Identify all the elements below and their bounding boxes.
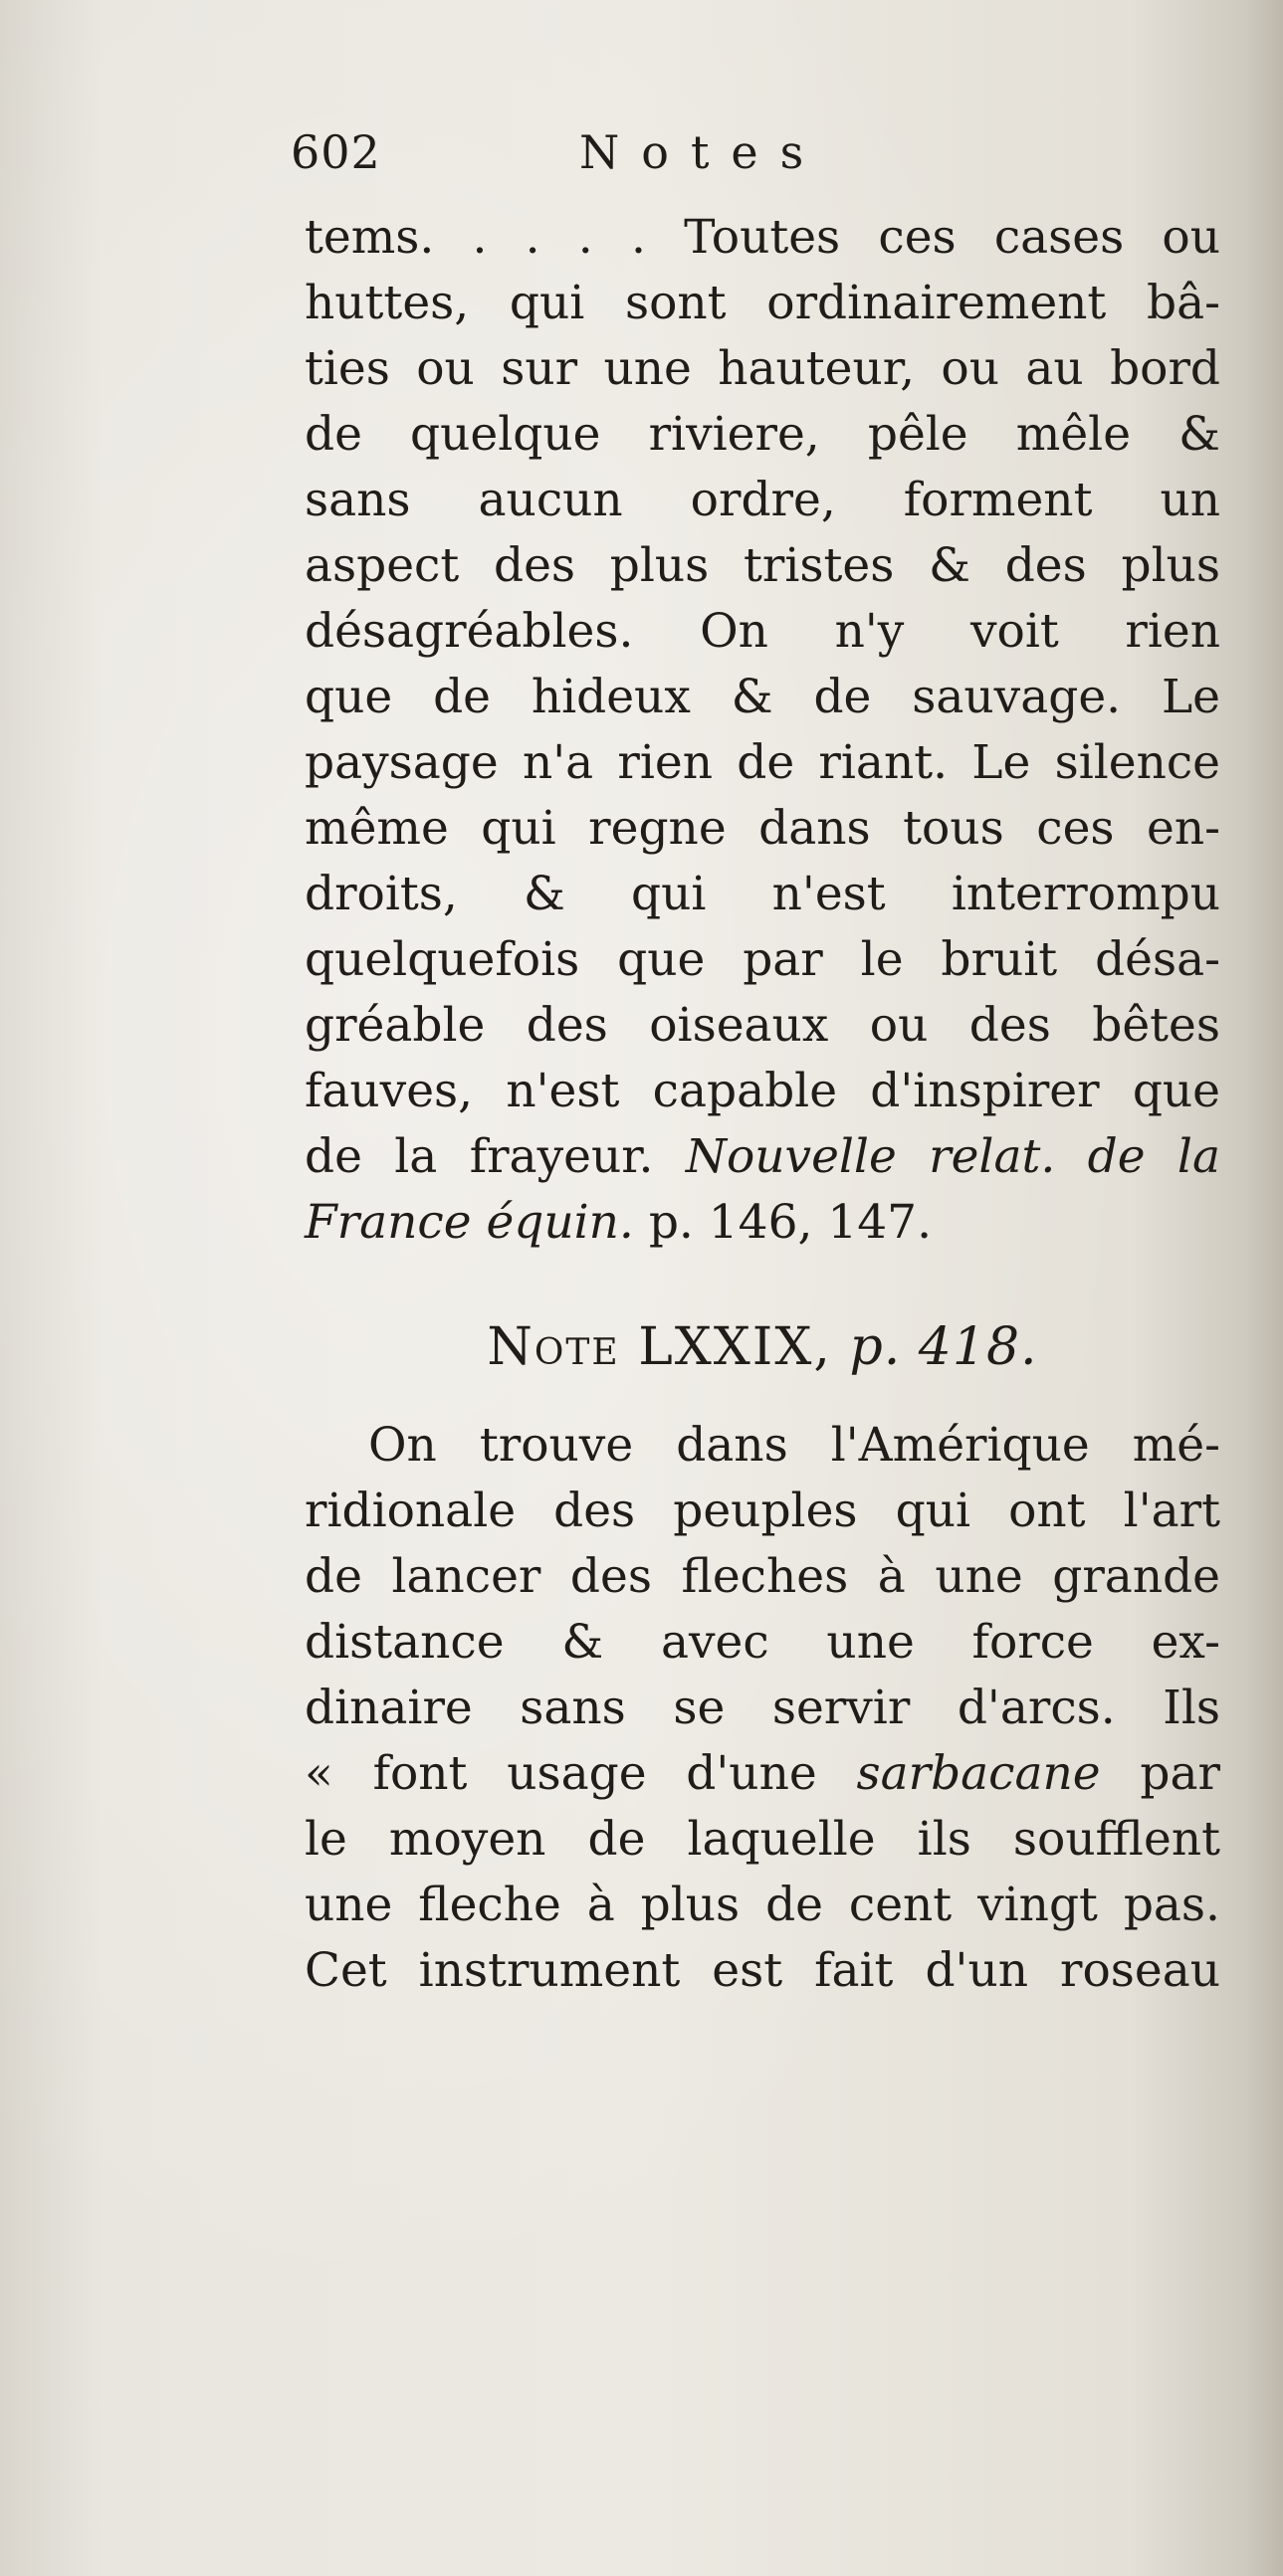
note-line-1: On trouve dans l'Amérique mé-: [368, 1418, 1220, 1473]
note-line-6-before: font usage d'une: [372, 1746, 817, 1801]
body-line-1: tems. . . . . Toutes ces cases ou: [305, 210, 1220, 265]
body-line-9: paysage n'a rien de riant. Le silence: [305, 735, 1220, 790]
citation-source-continued: France équin.: [305, 1195, 634, 1250]
body-line-3: ties ou sur une hauteur, ou au bord: [305, 341, 1220, 396]
note-line-7: le moyen de laquelle ils soufflent: [305, 1812, 1220, 1867]
note-page-ref: p. 418.: [849, 1317, 1038, 1377]
note-line-3: de lancer des fleches à une grande: [305, 1549, 1220, 1604]
note-line-5: dinaire sans se servir d'arcs. Ils: [305, 1681, 1220, 1735]
running-head: Notes: [579, 125, 826, 179]
body-line-11: droits, & qui n'est interrompu: [305, 867, 1220, 921]
citation-text: de la frayeur.: [305, 1129, 654, 1184]
note-line-8: une fleche à plus de cent vingt pas.: [305, 1878, 1220, 1932]
body-line-4: de quelque riviere, pêle mêle &: [305, 407, 1220, 462]
body-line-6: aspect des plus tristes & des plus: [305, 538, 1220, 593]
body-line-7: désagréables. On n'y voit rien: [305, 604, 1220, 659]
body-line-8: que de hideux & de sauvage. Le: [305, 670, 1220, 724]
citation-line-2: [305, 1190, 1220, 1256]
body-line-10: même qui regne dans tous ces en-: [305, 801, 1220, 856]
body-line-12: quelquefois que par le bruit désa-: [305, 932, 1220, 987]
citation-line: [305, 1124, 1220, 1190]
note-line-6-after: par: [1140, 1746, 1220, 1801]
note-line-2: ridionale des peuples qui ont l'art: [305, 1484, 1220, 1538]
note-line-9: Cet instrument est fait d'un roseau: [305, 1943, 1220, 1998]
body-line-14: fauves, n'est capable d'inspirer que: [305, 1064, 1220, 1118]
note-line-6: [305, 1741, 1220, 1807]
body-line-5: sans aucun ordre, forment un: [305, 473, 1220, 527]
note-heading: [305, 1311, 1220, 1383]
quote-mark: «: [305, 1746, 333, 1801]
page-header: [291, 117, 1047, 187]
page-number: 602: [291, 125, 381, 179]
citation-pages: p. 146, 147.: [648, 1195, 933, 1250]
body-line-2: huttes, qui sont ordinairement bâ-: [305, 276, 1220, 330]
note-label: Note LXXIX,: [487, 1317, 832, 1377]
body-line-13: gréable des oiseaux ou des bêtes: [305, 998, 1220, 1053]
citation-source: Nouvelle relat. de la: [685, 1129, 1220, 1184]
note-line-4: distance & avec une force ex-: [305, 1615, 1220, 1670]
note-line-6-italic: sarbacane: [856, 1746, 1101, 1801]
